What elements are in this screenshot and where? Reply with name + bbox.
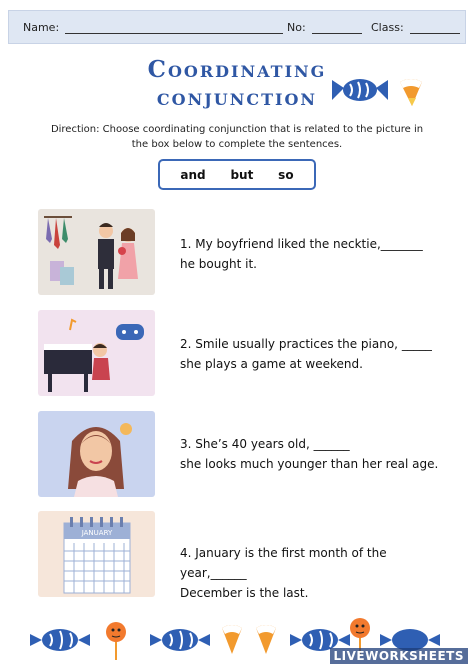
direction-text: Direction: Choose coordinating conjunction that is related to the picture in the box below to complete the sentences. — [50, 124, 424, 150]
question-1-line-2: he bought it. — [180, 257, 257, 271]
picture-calendar — [38, 511, 155, 597]
question-4 — [180, 543, 450, 603]
name-field[interactable] — [23, 21, 283, 34]
question-3 — [180, 434, 450, 474]
word-but: but — [230, 167, 254, 182]
word-and: and — [180, 167, 206, 182]
question-4-line-1: 4. January is the first month of the year,______ — [180, 546, 387, 580]
question-4-line-2: December is the last. — [180, 586, 309, 600]
question-2-line-2: she plays a game at weekend. — [180, 357, 363, 371]
candy-icon — [150, 629, 210, 651]
class-field[interactable] — [371, 21, 460, 34]
question-2-line-1: 2. Smile usually practices the piano, _____ — [180, 337, 432, 351]
class-line[interactable] — [410, 23, 460, 34]
calendar-month-label: JANUARY — [81, 529, 113, 537]
name-label: Name: — [23, 21, 60, 34]
number-label: No: — [287, 21, 306, 34]
question-1 — [180, 234, 450, 274]
liveworksheets-watermark: LIVEWORKSHEETS — [330, 648, 468, 664]
question-3-line-2: she looks much younger than her real age. — [180, 457, 439, 471]
name-line[interactable] — [65, 23, 283, 34]
number-line[interactable] — [312, 23, 362, 34]
question-2 — [180, 334, 450, 374]
question-3-line-1: 3. She’s 40 years old, ______ — [180, 437, 350, 451]
candy-corn-icon — [222, 625, 276, 654]
class-label: Class: — [371, 21, 404, 34]
title-line-2: conjunction — [156, 84, 318, 111]
picture-couple-neckties — [38, 209, 155, 295]
candy-icon — [330, 74, 390, 108]
candy-icon — [30, 629, 90, 651]
candy-corn-icon — [396, 74, 426, 108]
picture-piano-game — [38, 310, 155, 396]
picture-woman — [38, 411, 155, 497]
header-bar — [8, 10, 466, 44]
title-line-1: Coordinating — [147, 56, 327, 83]
number-field[interactable] — [287, 21, 362, 34]
question-1-line-1: 1. My boyfriend liked the necktie,_______ — [180, 237, 423, 251]
word-box — [158, 159, 316, 190]
word-so: so — [278, 167, 294, 182]
pumpkin-lollipop-icon — [106, 622, 126, 660]
